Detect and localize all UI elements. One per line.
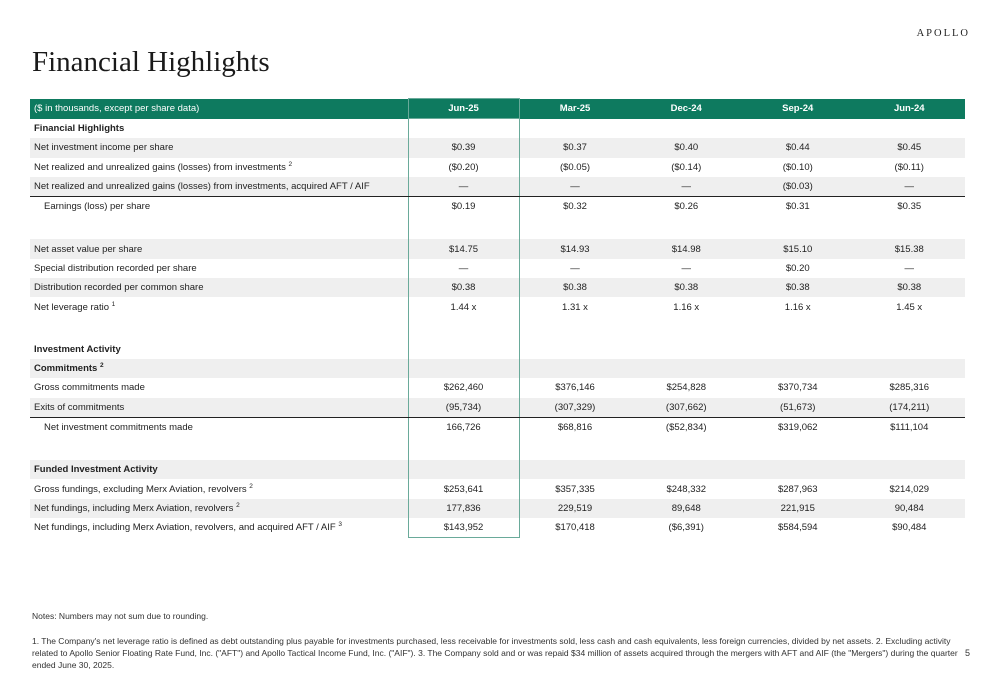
table-cell: ($0.11) — [894, 161, 924, 173]
footnote-marker: 2 — [236, 501, 240, 509]
table-cell — [742, 460, 854, 479]
table-row — [30, 417, 965, 437]
table-cell: 1.16 x — [784, 301, 811, 313]
table-cell — [519, 460, 631, 479]
table-cell — [854, 460, 966, 479]
row-label — [30, 398, 408, 418]
table-cell: $0.38 — [742, 278, 854, 297]
table-row — [30, 278, 965, 297]
row-label-text: Gross commitments made — [34, 382, 145, 394]
table-cell — [631, 340, 743, 359]
table-row — [30, 259, 965, 278]
table-cell: $370,734 — [777, 382, 818, 394]
table-cell: 1.16 x — [673, 301, 700, 313]
row-label-text: Investment Activity — [34, 343, 121, 355]
table-cell — [408, 119, 519, 139]
table-cell: $0.39 — [408, 138, 519, 157]
table-cell: 1.44 x — [408, 297, 519, 316]
row-label — [30, 239, 408, 258]
table-cell: $248,332 — [666, 483, 707, 495]
footnote-marker: 1 — [111, 300, 116, 308]
table-row — [30, 359, 965, 378]
table-cell: — — [408, 259, 519, 278]
row-label — [30, 417, 408, 437]
table-row — [30, 479, 965, 498]
table-cell: $0.38 — [519, 278, 631, 297]
table-cell: — — [519, 177, 631, 197]
row-label-text: Special distribution recorded per share — [34, 262, 197, 274]
table-cell: — — [681, 262, 691, 274]
row-label-text: Net realized and unrealized gains (losses) from investments — [34, 161, 286, 173]
row-label-text: Net fundings, including Merx Aviation, revolvers — [34, 502, 234, 514]
table-cell: 221,915 — [742, 499, 854, 518]
table-cell — [742, 340, 854, 359]
row-label — [30, 499, 408, 518]
row-label — [30, 297, 408, 316]
row-label — [30, 197, 408, 217]
table-row — [30, 437, 965, 460]
table-cell: ($0.20) — [408, 158, 519, 177]
table-row — [30, 378, 965, 397]
row-label — [30, 158, 408, 177]
row-label — [30, 317, 408, 340]
footnote-marker: 2 — [249, 482, 253, 490]
table-cell — [742, 317, 854, 340]
table-row — [30, 177, 965, 197]
table-row — [30, 197, 965, 217]
row-label — [30, 378, 408, 397]
row-label — [30, 518, 408, 538]
table-cell: $0.26 — [674, 201, 699, 213]
table-cell: $319,062 — [777, 422, 818, 433]
table-row — [30, 518, 965, 538]
page-title: Financial Highlights — [32, 46, 270, 78]
table-cell — [631, 317, 743, 340]
row-label-text: Financial Highlights — [34, 122, 125, 134]
table-cell: $68,816 — [557, 422, 593, 433]
row-label — [30, 460, 408, 479]
table-cell: — — [904, 262, 914, 274]
financial-table — [30, 98, 965, 538]
table-cell — [742, 216, 854, 239]
table-cell: $0.19 — [408, 197, 519, 217]
row-label — [30, 340, 408, 359]
table-cell: $357,335 — [555, 483, 595, 495]
table-cell: $14.75 — [408, 239, 519, 258]
row-label — [30, 278, 408, 297]
table-cell — [519, 119, 631, 139]
table-row — [30, 460, 965, 479]
row-label-text: Gross fundings, excluding Merx Aviation, revolvers — [34, 483, 247, 495]
table-cell: 229,519 — [519, 499, 631, 518]
table-cell: $376,146 — [555, 382, 595, 394]
table-cell — [854, 317, 966, 340]
row-label-text: Net asset value per share — [34, 243, 143, 255]
table-cell: $287,963 — [777, 483, 818, 495]
table-cell — [854, 340, 966, 359]
table-cell — [631, 437, 743, 460]
table-cell: 90,484 — [854, 499, 966, 518]
table-cell: (307,662) — [631, 398, 743, 418]
table-cell — [519, 317, 631, 340]
table-cell: — — [631, 177, 743, 197]
table-row — [30, 239, 965, 258]
table-cell: ($52,834) — [665, 422, 707, 433]
footnote-marker: 2 — [288, 160, 293, 168]
row-label — [30, 259, 408, 278]
table-cell: $14.93 — [519, 239, 631, 258]
row-label-text: Funded Investment Activity — [34, 464, 158, 476]
table-cell — [519, 340, 631, 359]
row-label — [30, 177, 408, 197]
table-cell: ($0.14) — [671, 161, 702, 173]
table-cell — [742, 437, 854, 460]
table-cell: ($0.10) — [782, 161, 813, 173]
row-label — [30, 359, 408, 378]
table-cell — [854, 216, 966, 239]
column-header: Mar-25 — [519, 99, 631, 119]
table-cell — [408, 359, 519, 378]
table-cell: $90,484 — [892, 522, 927, 534]
table-cell: $15.38 — [854, 239, 966, 258]
column-header: Jun-25 — [408, 99, 519, 119]
table-cell: $0.45 — [854, 138, 966, 157]
table-cell: (174,211) — [854, 398, 966, 418]
table-cell: 89,648 — [631, 499, 743, 518]
footnote-marker: 2 — [99, 362, 104, 370]
table-cell: $0.31 — [785, 201, 810, 213]
table-cell — [631, 460, 743, 479]
table-cell — [519, 359, 631, 378]
table-cell — [631, 216, 743, 239]
notes-text: Notes: Numbers may not sum due to rounding. — [32, 611, 209, 621]
table-cell: (95,734) — [408, 398, 519, 418]
table-row — [30, 138, 965, 157]
table-cell — [742, 359, 854, 378]
table-cell: $254,828 — [666, 382, 707, 394]
table-cell: ($0.05) — [559, 161, 591, 173]
table-cell — [519, 216, 631, 239]
table-cell — [742, 119, 854, 139]
table-row — [30, 297, 965, 316]
table-cell: $0.38 — [408, 278, 519, 297]
table-cell — [854, 359, 966, 378]
brand-logo-text: APOLLO — [916, 28, 970, 39]
financial-table-container — [30, 98, 965, 538]
row-label-text: Net leverage ratio — [34, 301, 109, 313]
table-row — [30, 119, 965, 139]
table-cell: $253,641 — [408, 479, 519, 498]
row-label — [30, 119, 408, 139]
column-header: Sep-24 — [742, 99, 854, 119]
table-cell: $111,104 — [890, 422, 929, 433]
table-cell: — — [570, 262, 580, 274]
table-body — [30, 119, 965, 538]
table-cell — [408, 340, 519, 359]
table-cell — [854, 437, 966, 460]
table-cell: 166,726 — [408, 417, 519, 437]
header-label: ($ in thousands, except per share data) — [30, 99, 408, 119]
table-row — [30, 340, 965, 359]
row-label — [30, 138, 408, 157]
footnote-text: 1. The Company's net leverage ratio is defined as debt outstanding plus payable for investments purchased, less receivable for investments sold, less cash and cash equivalents, less foreign currencies, divided by net assets. 2. Excluding activity related to Apollo Senior Floating Rate Fund, Inc. ("AFT") and Apollo Tactical Income Fund, Inc. ("AIF"). 3. The Company sold and or was repaid $34 million of assets acquired through the mergers with AFT and AIF (the "Mergers") during the quarter ended June 30, 2025. — [32, 636, 958, 670]
table-cell: $14.98 — [631, 239, 743, 258]
table-cell: $0.38 — [631, 278, 743, 297]
row-label-text: Net investment commitments made — [44, 422, 193, 433]
table-header-row — [30, 99, 965, 119]
table-cell: $0.32 — [563, 201, 587, 213]
table-row — [30, 317, 965, 340]
table-cell: — — [854, 177, 966, 197]
table-cell: $0.20 — [785, 262, 810, 274]
row-label-text: Commitments — [34, 363, 98, 375]
column-header: Dec-24 — [631, 99, 743, 119]
table-cell: 1.31 x — [562, 301, 588, 313]
row-label-text: Earnings (loss) per share — [44, 201, 151, 213]
row-label-text: Exits of commitments — [34, 401, 125, 413]
table-cell: 1.45 x — [896, 301, 923, 313]
table-cell — [408, 317, 519, 340]
table-cell: $584,594 — [777, 522, 818, 534]
row-label-text: Net realized and unrealized gains (losses) from investments, acquired AFT / AIF — [34, 181, 370, 193]
table-cell — [631, 359, 743, 378]
table-row — [30, 216, 965, 239]
table-cell — [408, 437, 519, 460]
table-cell — [631, 119, 743, 139]
row-label-text: Distribution recorded per common share — [34, 282, 204, 294]
table-cell: 177,836 — [408, 499, 519, 518]
table-cell: — — [408, 177, 519, 197]
table-cell: $0.37 — [519, 138, 631, 157]
table-cell — [854, 119, 966, 139]
table-cell — [408, 460, 519, 479]
table-cell: (51,673) — [742, 398, 854, 418]
table-cell: $143,952 — [408, 518, 519, 538]
table-cell: $262,460 — [408, 378, 519, 397]
table-cell: ($6,391) — [668, 522, 704, 534]
row-label-text: Net fundings, including Merx Aviation, revolvers, and acquired AFT / AIF — [34, 522, 336, 534]
column-header: Jun-24 — [854, 99, 966, 119]
table-cell: (307,329) — [519, 398, 631, 418]
table-cell: $0.44 — [742, 138, 854, 157]
table-cell: ($0.03) — [742, 177, 854, 197]
table-cell: $285,316 — [889, 382, 930, 394]
table-row — [30, 158, 965, 177]
table-row — [30, 398, 965, 418]
table-row — [30, 499, 965, 518]
row-label — [30, 437, 408, 460]
table-cell: $15.10 — [742, 239, 854, 258]
table-cell: $0.40 — [631, 138, 743, 157]
table-cell — [408, 216, 519, 239]
row-label — [30, 216, 408, 239]
row-label — [30, 479, 408, 498]
table-cell: $0.38 — [854, 278, 966, 297]
page-number: 5 — [964, 648, 970, 658]
row-label-text: Net investment income per share — [34, 142, 174, 154]
table-cell: $0.35 — [897, 201, 922, 213]
table-cell: $214,029 — [889, 483, 930, 495]
table-cell: $170,418 — [555, 522, 595, 534]
footnote-marker: 3 — [338, 521, 342, 529]
table-cell — [519, 437, 631, 460]
